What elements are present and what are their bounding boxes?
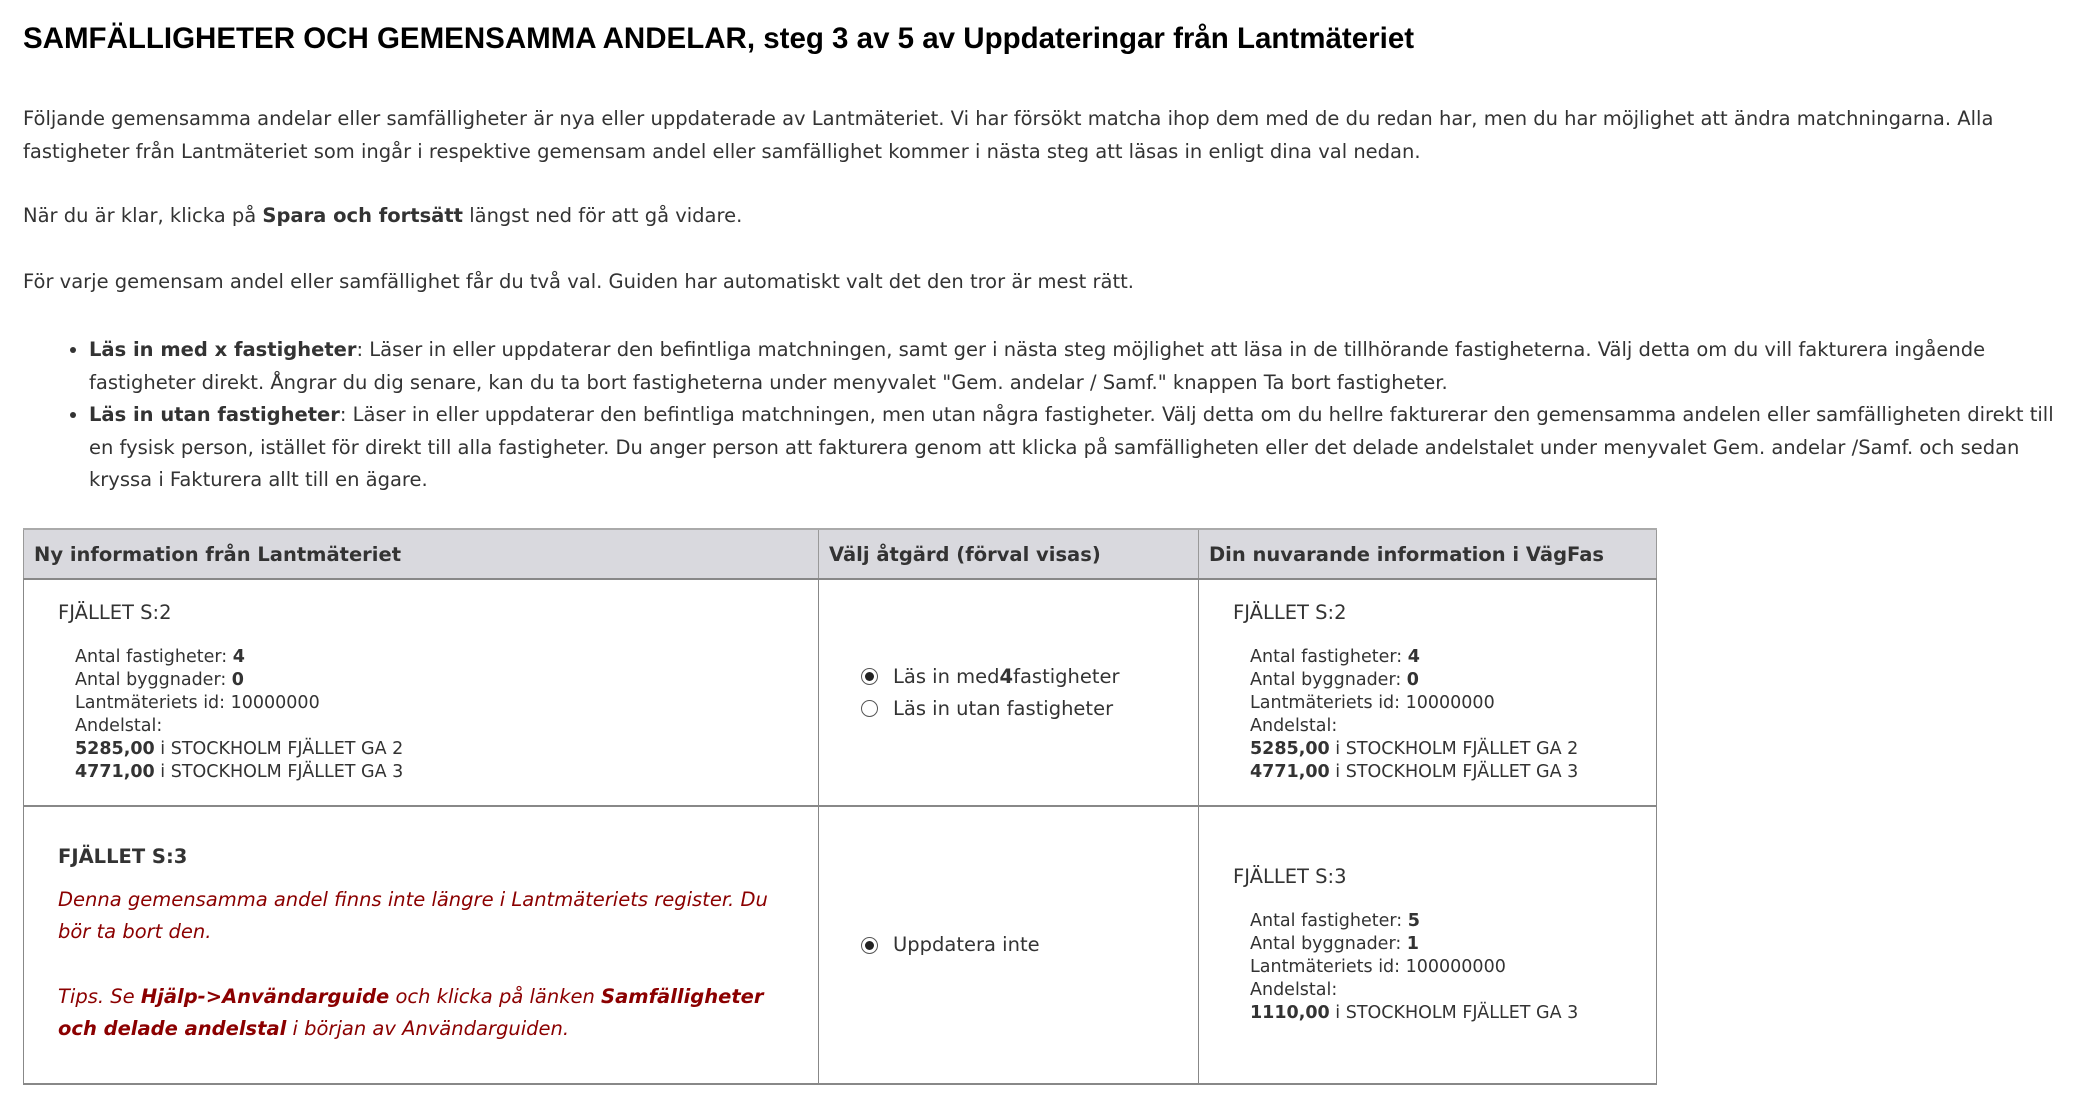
header-action: Välj åtgärd (förval visas) xyxy=(819,529,1199,579)
property-name: FJÄLLET S:2 xyxy=(58,601,172,624)
bullet-title: Läs in med x fastigheter xyxy=(89,338,357,361)
table-row xyxy=(24,806,1657,1084)
andelstal-label: Andelstal: xyxy=(1250,980,1338,1000)
property-count: Antal fastigheter: 5 xyxy=(1250,911,1420,931)
building-count: Antal byggnader: 0 xyxy=(1250,670,1419,690)
list-item xyxy=(89,334,2069,399)
instruction-text xyxy=(23,200,2083,233)
andelstal-item: 4771,00 i STOCKHOLM FJÄLLET GA 3 xyxy=(1250,762,1579,782)
new-info-cell xyxy=(24,806,819,1084)
property-name: FJÄLLET S:2 xyxy=(1233,601,1347,624)
property-count: Antal fastigheter: 4 xyxy=(1250,647,1420,667)
bullet-text: : Läser in eller uppdaterar den befintliga matchningen, samt ger i nästa steg möjlighet att läsa in de tillhörande fastigheterna. Välj detta om du vill fakturera ingående fastigheter direkt. Ångrar du dig senare, kan du ta bort fastigheterna under menyvalet "Gem. andelar / Samf." knappen Ta bort fastigheter. xyxy=(89,338,1986,394)
radio-import-with-properties[interactable]: Läs in med 4 fastigheter xyxy=(861,661,1198,693)
tips-text: Tips. Se Hjälp->Användarguide och klicka på länken Samfälligheter och delade andelstal i början av Användarguiden. xyxy=(58,984,764,1040)
building-count: Antal byggnader: 1 xyxy=(1250,934,1419,954)
bullet-title: Läs in utan fastigheter xyxy=(89,403,340,426)
header-current-info: Din nuvarande information i VägFas xyxy=(1199,529,1657,579)
radio-do-not-update[interactable]: Uppdatera inte xyxy=(861,929,1198,961)
andelstal-label: Andelstal: xyxy=(1250,716,1338,736)
table-row xyxy=(24,579,1657,806)
samfalligheter-link[interactable]: Samfälligheter och delade andelstal xyxy=(58,984,764,1040)
action-cell xyxy=(819,806,1199,1084)
radio-import-without-properties[interactable]: Läs in utan fastigheter xyxy=(861,693,1198,725)
lantmateriet-id: Lantmäteriets id: 100000000 xyxy=(1250,957,1506,977)
property-name: FJÄLLET S:3 xyxy=(1233,865,1347,888)
andelstal-label: Andelstal: xyxy=(75,716,163,736)
lantmateriet-id: Lantmäteriets id: 10000000 xyxy=(75,693,320,713)
intro-text: Följande gemensamma andelar eller samfälligheter är nya eller uppdaterade av Lantmäteriet. Vi har försökt matcha ihop dem med de du redan har, men du har möjlighet att ändra matchningarna. Alla fastigheter från Lantmäteriet som ingår i respektive gemensam andel eller samfällighet kommer i nästa steg att läsas in enligt dina val nedan. xyxy=(23,107,1994,163)
property-name: FJÄLLET S:3 xyxy=(58,844,188,868)
instruction-after: längst ned för att gå vidare. xyxy=(463,204,743,227)
radio-selected-icon[interactable] xyxy=(861,668,878,685)
current-info-cell xyxy=(1199,806,1657,1084)
matching-table xyxy=(23,528,1657,1085)
property-count: Antal fastigheter: 4 xyxy=(75,647,245,667)
help-guide-link[interactable]: Hjälp->Användarguide xyxy=(140,984,390,1008)
current-info-cell xyxy=(1199,579,1657,806)
table-header-row xyxy=(24,529,1657,579)
new-info-cell xyxy=(24,579,819,806)
building-count: Antal byggnader: 0 xyxy=(75,670,244,690)
action-cell xyxy=(819,579,1199,806)
save-continue-reference: Spara och fortsätt xyxy=(262,204,463,227)
bullet-text: : Läser in eller uppdaterar den befintliga matchningen, men utan några fastigheter. Välj detta om du hellre fakturerar den gemensamma andelen eller samfälligheten direkt till en fysisk person, istället för direkt till alla fastigheter. Du anger person att fakturera genom att klicka på samfälligheten eller det delade andelstalet under menyvalet Gem. andelar /Samf. och sedan kryssa i Fakturera allt till en ägare. xyxy=(89,403,2054,491)
header-new-info: Ny information från Lantmäteriet xyxy=(24,529,819,579)
andelstal-item: 4771,00 i STOCKHOLM FJÄLLET GA 3 xyxy=(75,762,404,782)
lantmateriet-id: Lantmäteriets id: 10000000 xyxy=(1250,693,1495,713)
andelstal-item: 5285,00 i STOCKHOLM FJÄLLET GA 2 xyxy=(75,739,404,759)
removed-warning: Denna gemensamma andel finns inte längre i Lantmäteriets register. Du bör ta bort den. xyxy=(58,887,768,943)
page-title: SAMFÄLLIGHETER OCH GEMENSAMMA ANDELAR, steg 3 av 5 av Uppdateringar från Lantmäteriet xyxy=(23,22,1415,55)
radio-selected-icon[interactable] xyxy=(861,937,878,954)
andelstal-item: 5285,00 i STOCKHOLM FJÄLLET GA 2 xyxy=(1250,739,1579,759)
instruction-before: När du är klar, klicka på xyxy=(23,204,263,227)
andelstal-item: 1110,00 i STOCKHOLM FJÄLLET GA 3 xyxy=(1250,1003,1579,1023)
choices-intro: För varje gemensam andel eller samfällighet får du två val. Guiden har automatiskt valt det den tror är mest rätt. xyxy=(23,270,1134,293)
radio-unselected-icon[interactable] xyxy=(861,700,878,717)
choices-list xyxy=(23,334,2069,497)
list-item xyxy=(89,399,2069,497)
